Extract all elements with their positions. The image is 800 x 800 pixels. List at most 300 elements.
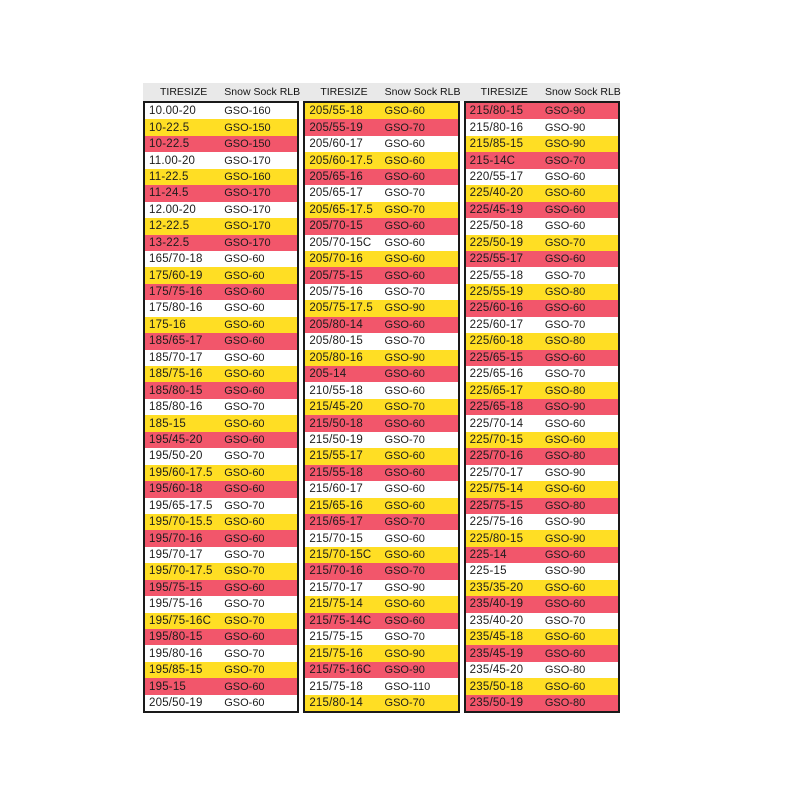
tiresize-cell: 225/70-17 <box>469 466 524 479</box>
tiresize-cell: 205/75-16 <box>309 286 363 299</box>
table-row <box>145 530 297 546</box>
snow-sock-cell: GSO-70 <box>544 154 586 167</box>
table-row <box>305 399 457 415</box>
table-row <box>466 645 618 661</box>
tiresize-cell: 195/75-16 <box>149 598 203 611</box>
tiresize-cell: 215/80-15 <box>469 105 524 118</box>
tiresize-cell: 225/60-17 <box>469 318 524 331</box>
tiresize-cell: 10.00-20 <box>149 105 196 118</box>
snow-sock-cell: GSO-60 <box>224 433 265 446</box>
table-row <box>466 333 618 349</box>
tiresize-cell: 235/50-18 <box>469 680 524 693</box>
header-group-3 <box>464 83 620 101</box>
table-row <box>466 267 618 283</box>
table-row <box>145 366 297 382</box>
tiresize-cell: 215/50-19 <box>309 433 363 446</box>
snow-sock-cell: GSO-60 <box>544 549 586 562</box>
tiresize-cell: 225-14 <box>469 549 507 562</box>
tiresize-cell: 225/65-18 <box>469 401 524 414</box>
table-row <box>305 218 457 234</box>
snow-sock-cell: GSO-60 <box>384 220 425 233</box>
snow-sock-cell: GSO-60 <box>224 269 265 282</box>
table-row <box>145 514 297 530</box>
tiresize-cell: 175/75-16 <box>149 286 203 299</box>
table-body <box>143 101 620 713</box>
table-row <box>145 382 297 398</box>
tiresize-cell: 225/65-17 <box>469 384 524 397</box>
tiresize-cell: 205/55-18 <box>309 105 363 118</box>
table-row <box>466 415 618 431</box>
tiresize-cell: 215/85-15 <box>469 138 524 151</box>
table-row <box>466 613 618 629</box>
snow-sock-cell: GSO-70 <box>544 318 586 331</box>
tiresize-cell: 185/70-17 <box>149 351 203 364</box>
tiresize-cell: 205/80-16 <box>309 351 363 364</box>
snow-sock-cell: GSO-60 <box>224 516 265 529</box>
table-row <box>145 415 297 431</box>
tiresize-cell: 185/65-17 <box>149 335 203 348</box>
table-row <box>305 547 457 563</box>
snow-sock-cell: GSO-170 <box>224 220 271 233</box>
tiresize-cell: 225/60-18 <box>469 335 524 348</box>
table-column-block-3 <box>464 101 620 713</box>
snow-sock-header: Snow Sock RLB <box>224 86 301 98</box>
tiresize-cell: 13-22.5 <box>149 236 190 249</box>
tiresize-cell: 205/80-14 <box>309 318 363 331</box>
snow-sock-cell: GSO-90 <box>384 302 425 315</box>
snow-sock-cell: GSO-70 <box>224 450 265 463</box>
snow-sock-cell: GSO-90 <box>384 647 425 660</box>
snow-sock-cell: GSO-70 <box>384 433 425 446</box>
tiresize-cell: 225/65-15 <box>469 351 524 364</box>
table-row <box>305 530 457 546</box>
tiresize-cell: 175/80-16 <box>149 302 203 315</box>
snow-sock-cell: GSO-60 <box>384 269 425 282</box>
table-row <box>305 563 457 579</box>
tiresize-cell: 195/75-16C <box>149 614 212 627</box>
snow-sock-cell: GSO-80 <box>544 499 586 512</box>
tiresize-cell: 215/65-17 <box>309 516 363 529</box>
snow-sock-cell: GSO-170 <box>224 187 271 200</box>
table-row <box>305 678 457 694</box>
table-row <box>145 119 297 135</box>
tire-size-snow-sock-table <box>143 83 620 713</box>
table-row <box>466 152 618 168</box>
table-row <box>466 662 618 678</box>
tiresize-cell: 225/55-18 <box>469 269 524 282</box>
snow-sock-cell: GSO-70 <box>544 614 586 627</box>
table-row <box>145 695 297 711</box>
tiresize-cell: 225/80-15 <box>469 532 524 545</box>
table-row <box>466 432 618 448</box>
tiresize-cell: 165/70-18 <box>149 253 203 266</box>
snow-sock-cell: GSO-60 <box>224 532 265 545</box>
table-row <box>305 300 457 316</box>
table-row <box>145 136 297 152</box>
table-row <box>466 498 618 514</box>
tiresize-cell: 11-24.5 <box>149 187 189 200</box>
snow-sock-cell: GSO-70 <box>224 664 265 677</box>
table-row <box>466 678 618 694</box>
snow-sock-cell: GSO-90 <box>544 532 586 545</box>
tiresize-cell: 11.00-20 <box>149 154 196 167</box>
tiresize-cell: 235/45-19 <box>469 647 524 660</box>
table-row <box>466 399 618 415</box>
snow-sock-cell: GSO-60 <box>224 335 265 348</box>
snow-sock-cell: GSO-70 <box>224 614 265 627</box>
tiresize-cell: 195/70-15.5 <box>149 516 213 529</box>
table-row <box>466 514 618 530</box>
tiresize-cell: 235/50-19 <box>469 696 524 709</box>
snow-sock-cell: GSO-60 <box>384 549 425 562</box>
tiresize-cell: 195/60-18 <box>149 483 203 496</box>
snow-sock-cell: GSO-160 <box>224 170 271 183</box>
tiresize-cell: 235/40-20 <box>469 614 524 627</box>
table-row <box>466 317 618 333</box>
snow-sock-cell: GSO-60 <box>544 187 586 200</box>
tiresize-cell: 215/60-17 <box>309 483 363 496</box>
snow-sock-cell: GSO-60 <box>544 220 586 233</box>
table-row <box>466 465 618 481</box>
tiresize-cell: 225/55-17 <box>469 253 524 266</box>
tiresize-cell: 11-22.5 <box>149 170 189 183</box>
table-row <box>145 267 297 283</box>
table-row <box>466 300 618 316</box>
snow-sock-cell: GSO-70 <box>384 401 425 414</box>
tiresize-cell: 10-22.5 <box>149 138 190 151</box>
tiresize-cell: 185/75-16 <box>149 368 203 381</box>
tiresize-cell: 225/70-15 <box>469 433 524 446</box>
tiresize-cell: 225-15 <box>469 565 507 578</box>
snow-sock-cell: GSO-80 <box>544 286 586 299</box>
table-column-block-2 <box>303 101 459 713</box>
tiresize-cell: 215/75-16C <box>309 664 372 677</box>
snow-sock-cell: GSO-90 <box>544 121 586 134</box>
table-row <box>305 103 457 119</box>
tiresize-cell: 215/80-16 <box>469 121 524 134</box>
tiresize-cell: 195/75-15 <box>149 581 203 594</box>
snow-sock-cell: GSO-80 <box>544 450 586 463</box>
table-row <box>466 202 618 218</box>
snow-sock-cell: GSO-150 <box>224 138 271 151</box>
snow-sock-cell: GSO-60 <box>224 696 265 709</box>
tiresize-cell: 215/55-17 <box>309 450 363 463</box>
snow-sock-cell: GSO-60 <box>384 105 425 118</box>
snow-sock-cell: GSO-60 <box>544 351 586 364</box>
snow-sock-cell: GSO-60 <box>544 302 586 315</box>
snow-sock-cell: GSO-60 <box>224 466 265 479</box>
tiresize-cell: 215/45-20 <box>309 401 363 414</box>
table-row <box>466 563 618 579</box>
snow-sock-cell: GSO-70 <box>224 565 265 578</box>
snow-sock-cell: GSO-70 <box>384 121 425 134</box>
table-row <box>466 119 618 135</box>
tiresize-cell: 215/70-16 <box>309 565 363 578</box>
table-row <box>145 350 297 366</box>
snow-sock-cell: GSO-60 <box>224 483 265 496</box>
tiresize-cell: 215-14C <box>469 154 516 167</box>
table-row <box>305 333 457 349</box>
table-row <box>305 235 457 251</box>
table-row <box>145 251 297 267</box>
table-row <box>305 267 457 283</box>
tiresize-cell: 195/70-16 <box>149 532 203 545</box>
table-row <box>466 366 618 382</box>
snow-sock-cell: GSO-60 <box>384 154 425 167</box>
tiresize-cell: 225/50-19 <box>469 236 524 249</box>
snow-sock-cell: GSO-60 <box>544 581 586 594</box>
tiresize-cell: 225/75-15 <box>469 499 524 512</box>
snow-sock-cell: GSO-60 <box>224 253 265 266</box>
table-row <box>145 202 297 218</box>
table-row <box>305 662 457 678</box>
snow-sock-cell: GSO-60 <box>384 532 425 545</box>
tiresize-cell: 205/80-15 <box>309 335 363 348</box>
header-group-2 <box>303 83 459 101</box>
table-row <box>145 333 297 349</box>
table-row <box>305 152 457 168</box>
table-row <box>305 465 457 481</box>
table-row <box>145 317 297 333</box>
snow-sock-cell: GSO-60 <box>544 647 586 660</box>
snow-sock-cell: GSO-70 <box>224 598 265 611</box>
table-row <box>466 580 618 596</box>
tiresize-cell: 215/55-18 <box>309 466 363 479</box>
table-row <box>145 185 297 201</box>
table-row <box>305 448 457 464</box>
table-row <box>145 169 297 185</box>
snow-sock-cell: GSO-110 <box>384 680 431 693</box>
table-row <box>305 498 457 514</box>
tiresize-cell: 205/55-19 <box>309 121 363 134</box>
tiresize-cell: 225/60-16 <box>469 302 524 315</box>
table-row <box>305 415 457 431</box>
snow-sock-cell: GSO-60 <box>384 417 425 430</box>
tiresize-cell: 185/80-16 <box>149 401 203 414</box>
snow-sock-cell: GSO-60 <box>384 499 425 512</box>
tiresize-cell: 225/55-19 <box>469 286 524 299</box>
snow-sock-cell: GSO-90 <box>384 351 425 364</box>
table-row <box>145 284 297 300</box>
tiresize-cell: 205-14 <box>309 368 347 381</box>
tiresize-cell: 195-15 <box>149 680 187 693</box>
tiresize-cell: 195/65-17.5 <box>149 499 213 512</box>
tiresize-cell: 215/80-14 <box>309 696 363 709</box>
table-row <box>305 284 457 300</box>
table-row <box>145 300 297 316</box>
snow-sock-cell: GSO-60 <box>224 318 265 331</box>
snow-sock-cell: GSO-60 <box>224 286 265 299</box>
tiresize-cell: 225/40-20 <box>469 187 524 200</box>
table-row <box>466 629 618 645</box>
snow-sock-cell: GSO-170 <box>224 154 271 167</box>
snow-sock-cell: GSO-70 <box>384 286 425 299</box>
table-row <box>305 481 457 497</box>
table-header-row <box>143 83 620 101</box>
table-row <box>305 645 457 661</box>
snow-sock-cell: GSO-70 <box>384 631 425 644</box>
tiresize-cell: 225/75-14 <box>469 483 524 496</box>
snow-sock-cell: GSO-70 <box>544 368 586 381</box>
snow-sock-header: Snow Sock RLB <box>384 86 461 98</box>
tiresize-cell: 195/70-17 <box>149 549 203 562</box>
tiresize-cell: 195/45-20 <box>149 433 203 446</box>
snow-sock-cell: GSO-90 <box>384 581 425 594</box>
snow-sock-cell: GSO-90 <box>544 516 586 529</box>
snow-sock-cell: GSO-70 <box>384 203 425 216</box>
tiresize-cell: 12.00-20 <box>149 203 196 216</box>
tiresize-cell: 235/45-20 <box>469 664 524 677</box>
snow-sock-cell: GSO-60 <box>384 253 425 266</box>
snow-sock-cell: GSO-90 <box>544 401 586 414</box>
tiresize-cell: 175-16 <box>149 318 187 331</box>
snow-sock-cell: GSO-60 <box>384 483 425 496</box>
snow-sock-cell: GSO-70 <box>384 696 425 709</box>
tiresize-cell: 235/35-20 <box>469 581 524 594</box>
snow-sock-cell: GSO-60 <box>224 680 265 693</box>
snow-sock-cell: GSO-80 <box>544 696 586 709</box>
tiresize-cell: 225/50-18 <box>469 220 524 233</box>
table-row <box>305 317 457 333</box>
table-row <box>145 629 297 645</box>
snow-sock-cell: GSO-60 <box>384 466 425 479</box>
tiresize-cell: 215/70-17 <box>309 581 363 594</box>
snow-sock-cell: GSO-60 <box>224 302 265 315</box>
tiresize-header: TIRESIZE <box>320 86 368 98</box>
tiresize-cell: 205/75-15 <box>309 269 363 282</box>
tiresize-cell: 215/70-15C <box>309 549 372 562</box>
snow-sock-cell: GSO-90 <box>544 105 586 118</box>
table-row <box>145 580 297 596</box>
table-row <box>466 547 618 563</box>
snow-sock-cell: GSO-60 <box>224 368 265 381</box>
table-row <box>466 136 618 152</box>
tiresize-cell: 185/80-15 <box>149 384 203 397</box>
table-row <box>305 580 457 596</box>
snow-sock-cell: GSO-60 <box>224 631 265 644</box>
table-row <box>145 662 297 678</box>
table-row <box>466 448 618 464</box>
snow-sock-cell: GSO-70 <box>224 647 265 660</box>
snow-sock-cell: GSO-170 <box>224 236 271 249</box>
table-row <box>466 382 618 398</box>
tiresize-cell: 205/50-19 <box>149 696 203 709</box>
tiresize-cell: 195/85-15 <box>149 664 203 677</box>
snow-sock-cell: GSO-60 <box>544 253 586 266</box>
snow-sock-cell: GSO-70 <box>224 499 265 512</box>
table-row <box>145 645 297 661</box>
tiresize-cell: 205/65-16 <box>309 170 363 183</box>
tiresize-cell: 215/65-16 <box>309 499 363 512</box>
tiresize-cell: 235/40-19 <box>469 598 524 611</box>
tiresize-cell: 205/70-15C <box>309 236 372 249</box>
tiresize-cell: 205/75-17.5 <box>309 302 373 315</box>
table-row <box>305 136 457 152</box>
table-row <box>466 103 618 119</box>
snow-sock-cell: GSO-60 <box>224 417 265 430</box>
tiresize-cell: 215/50-18 <box>309 417 363 430</box>
snow-sock-cell: GSO-60 <box>544 483 586 496</box>
snow-sock-cell: GSO-60 <box>224 581 265 594</box>
tiresize-cell: 195/80-15 <box>149 631 203 644</box>
snow-sock-cell: GSO-60 <box>224 384 265 397</box>
tiresize-cell: 185-15 <box>149 417 187 430</box>
tiresize-cell: 205/65-17.5 <box>309 203 373 216</box>
snow-sock-cell: GSO-160 <box>224 105 271 118</box>
snow-sock-cell: GSO-60 <box>544 680 586 693</box>
table-row <box>305 366 457 382</box>
snow-sock-cell: GSO-90 <box>384 664 425 677</box>
snow-sock-cell: GSO-90 <box>544 466 586 479</box>
snow-sock-cell: GSO-70 <box>544 269 586 282</box>
tiresize-cell: 235/45-18 <box>469 631 524 644</box>
table-row <box>145 596 297 612</box>
table-row <box>305 514 457 530</box>
tiresize-cell: 195/50-20 <box>149 450 203 463</box>
snow-sock-cell: GSO-60 <box>544 417 586 430</box>
tiresize-cell: 220/55-17 <box>469 170 524 183</box>
table-row <box>305 613 457 629</box>
snow-sock-cell: GSO-60 <box>544 631 586 644</box>
table-row <box>466 251 618 267</box>
table-row <box>466 185 618 201</box>
tiresize-cell: 225/45-19 <box>469 203 524 216</box>
tiresize-cell: 205/70-15 <box>309 220 363 233</box>
snow-sock-cell: GSO-70 <box>224 401 265 414</box>
snow-sock-cell: GSO-60 <box>384 384 425 397</box>
snow-sock-cell: GSO-70 <box>384 565 425 578</box>
tiresize-cell: 215/75-16 <box>309 647 363 660</box>
tiresize-cell: 205/65-17 <box>309 187 363 200</box>
snow-sock-cell: GSO-60 <box>544 433 586 446</box>
tiresize-cell: 175/60-19 <box>149 269 203 282</box>
tiresize-cell: 195/70-17.5 <box>149 565 213 578</box>
table-row <box>466 169 618 185</box>
table-row <box>145 103 297 119</box>
table-row <box>145 481 297 497</box>
table-row <box>145 498 297 514</box>
table-row <box>145 235 297 251</box>
table-row <box>466 530 618 546</box>
tiresize-cell: 205/70-16 <box>309 253 363 266</box>
tiresize-cell: 215/75-15 <box>309 631 363 644</box>
snow-sock-cell: GSO-70 <box>224 549 265 562</box>
snow-sock-cell: GSO-80 <box>544 335 586 348</box>
table-row <box>145 547 297 563</box>
table-row <box>305 629 457 645</box>
table-row <box>305 350 457 366</box>
tiresize-header: TIRESIZE <box>160 86 208 98</box>
tiresize-cell: 225/70-14 <box>469 417 524 430</box>
tiresize-cell: 215/75-18 <box>309 680 363 693</box>
table-row <box>466 284 618 300</box>
table-row <box>145 563 297 579</box>
table-row <box>305 119 457 135</box>
table-row <box>466 596 618 612</box>
table-column-block-1 <box>143 101 299 713</box>
tiresize-cell: 215/75-14C <box>309 614 372 627</box>
snow-sock-cell: GSO-60 <box>544 170 586 183</box>
tiresize-cell: 195/80-16 <box>149 647 203 660</box>
table-row <box>305 185 457 201</box>
tiresize-cell: 215/70-15 <box>309 532 363 545</box>
snow-sock-cell: GSO-150 <box>224 121 271 134</box>
snow-sock-cell: GSO-170 <box>224 203 271 216</box>
tiresize-cell: 205/60-17 <box>309 138 363 151</box>
table-row <box>466 481 618 497</box>
table-row <box>466 695 618 711</box>
tiresize-cell: 225/70-16 <box>469 450 524 463</box>
